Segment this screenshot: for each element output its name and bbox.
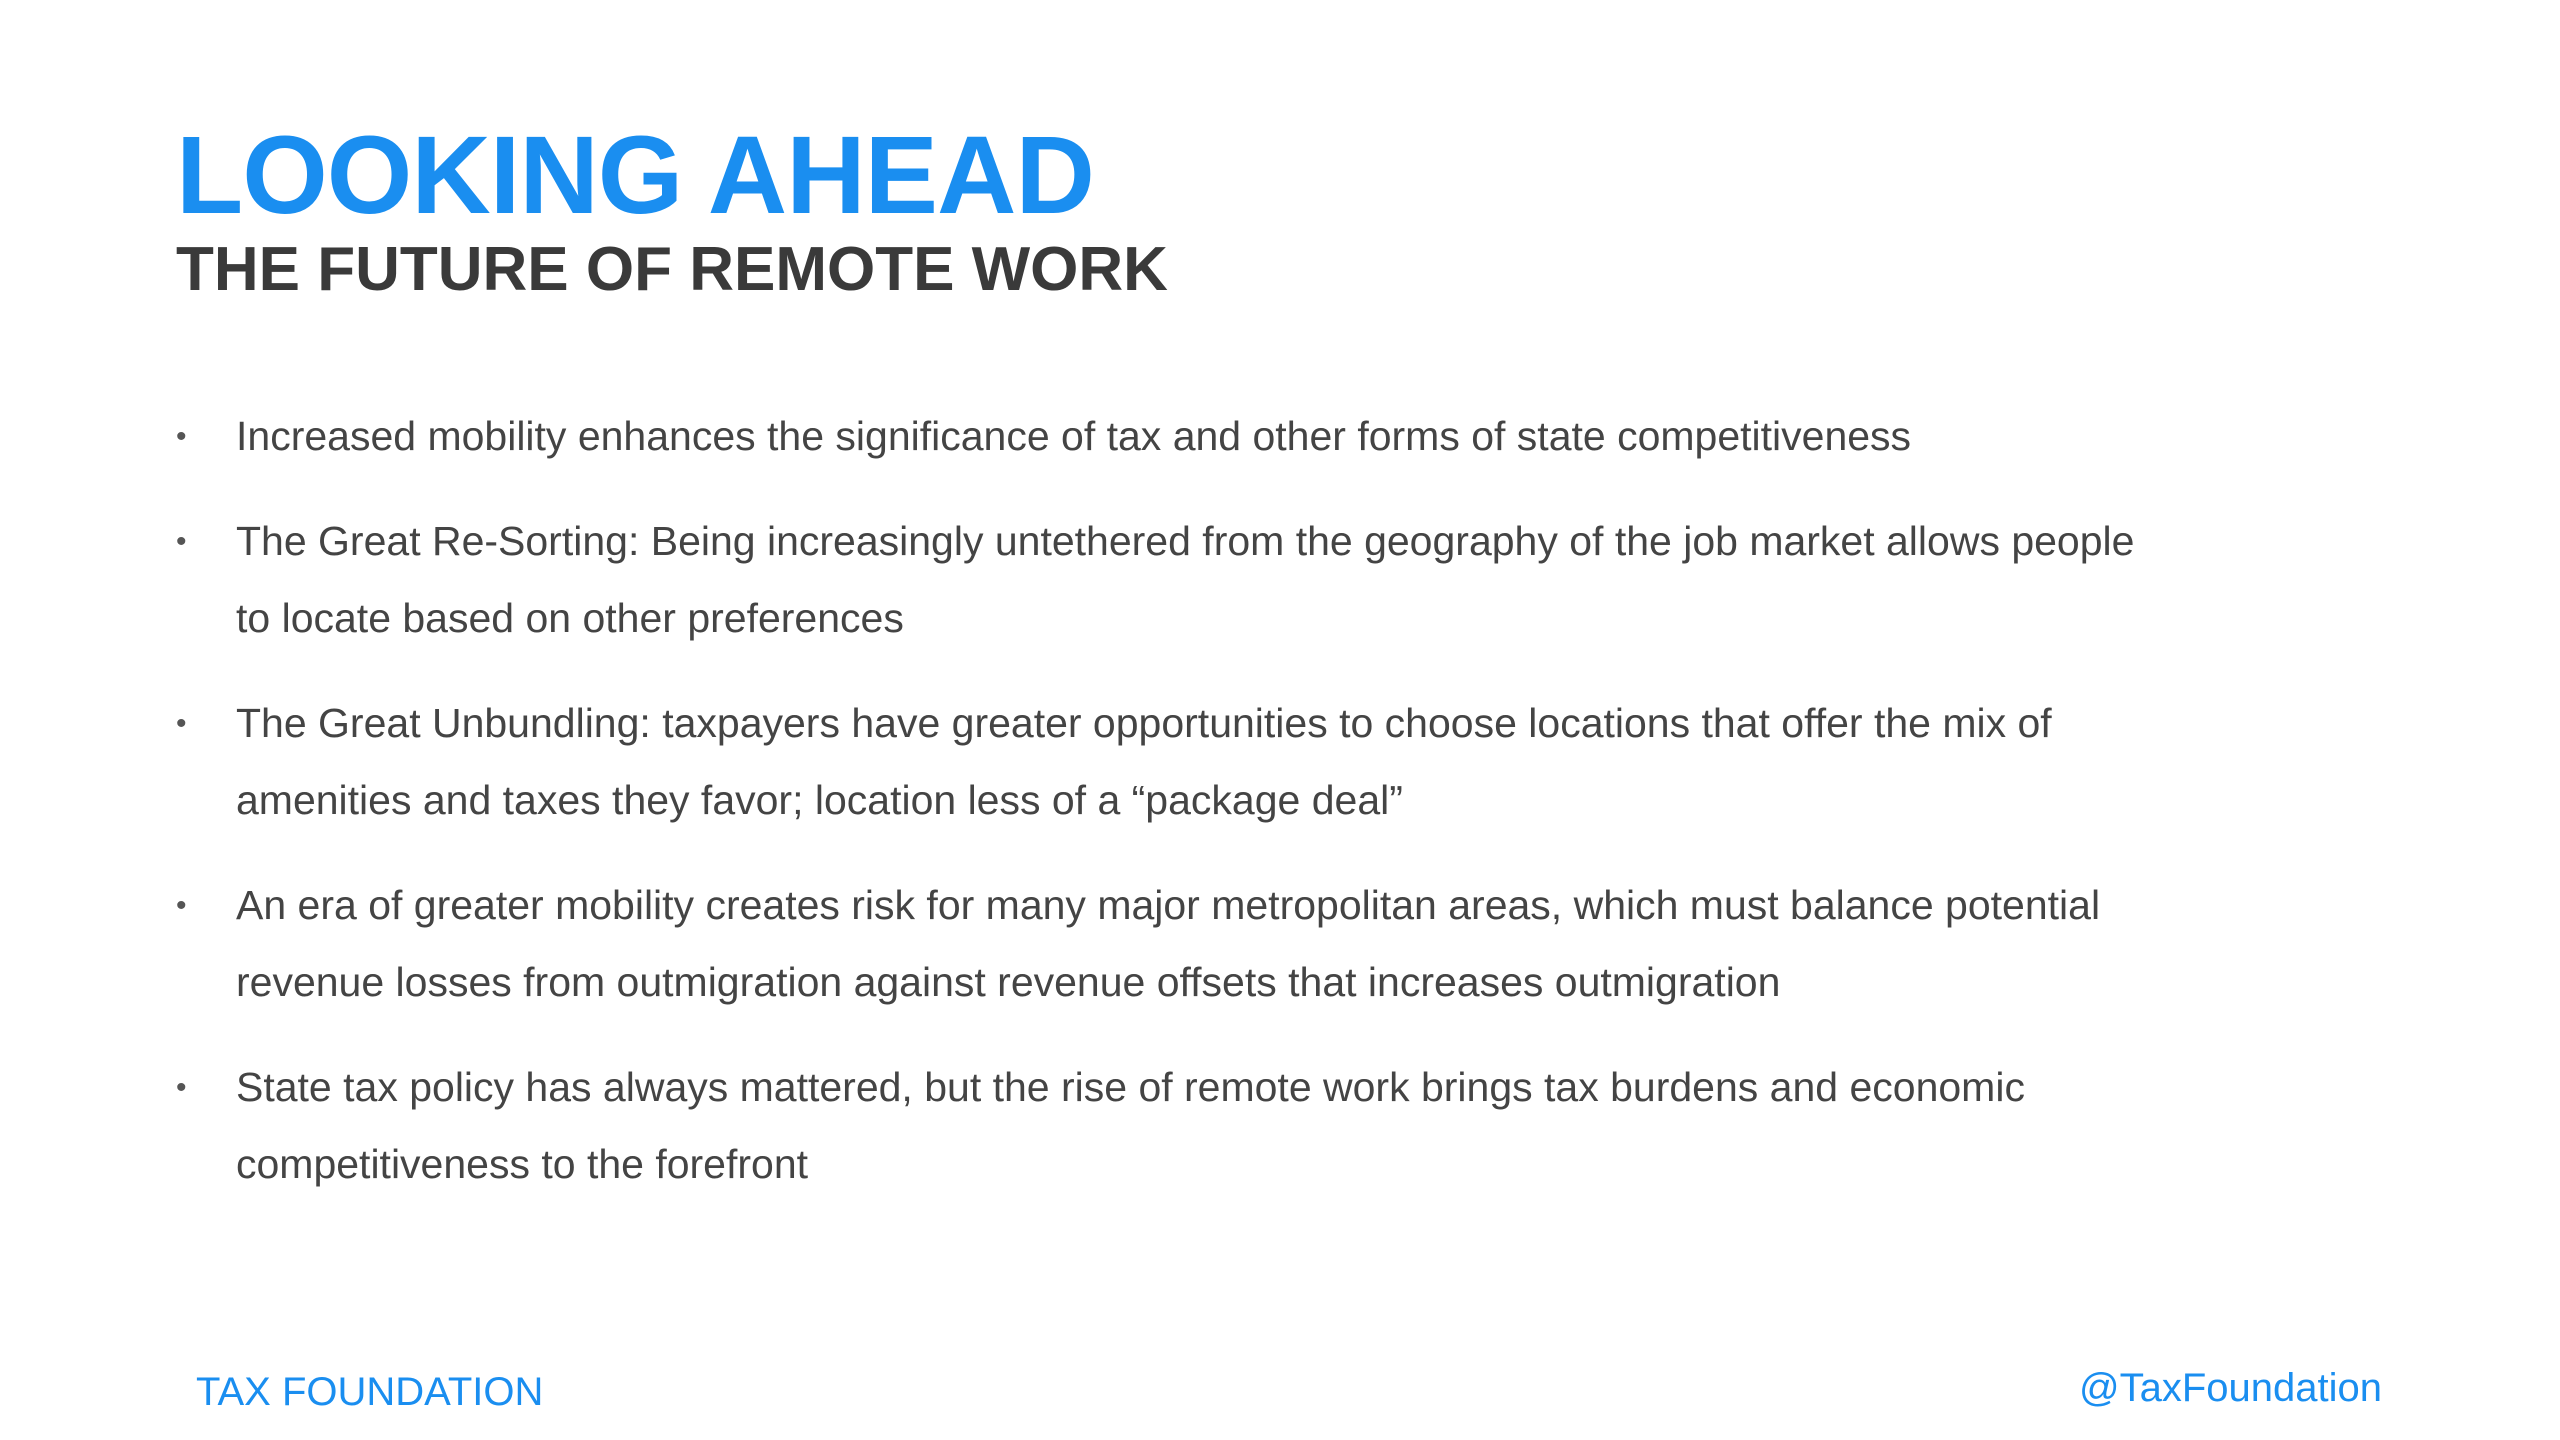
bullet-list <box>176 398 2176 1231</box>
bullet-marker: • <box>176 889 187 922</box>
bullet-text: The Great Re-Sorting: Being increasingly untethered from the geography of the job market allows people to locate based on other preferences <box>236 518 2135 641</box>
bullet-item <box>176 398 2176 475</box>
bullet-text: Increased mobility enhances the significance of tax and other forms of state competitiveness <box>236 413 1912 459</box>
bullet-marker: • <box>176 420 187 453</box>
slide-title: LOOKING AHEAD <box>176 114 1094 237</box>
bullet-item <box>176 503 2176 657</box>
bullet-text: The Great Unbundling: taxpayers have greater opportunities to choose locations that offer the mix of amenities and taxes they favor; location less of a “package deal” <box>236 700 2052 823</box>
bullet-marker: • <box>176 1071 187 1104</box>
bullet-marker: • <box>176 525 187 558</box>
footer-brand: TAX FOUNDATION <box>196 1370 544 1414</box>
footer-handle: @TaxFoundation <box>2078 1366 2382 1410</box>
bullet-text: State tax policy has always mattered, but the rise of remote work brings tax burdens and economic competitiveness to the forefront <box>236 1064 2025 1187</box>
bullet-marker: • <box>176 707 187 740</box>
bullet-item <box>176 867 2176 1021</box>
slide-subtitle: THE FUTURE OF REMOTE WORK <box>176 235 1168 304</box>
bullet-text: An era of greater mobility creates risk for many major metropolitan areas, which must balance potential revenue losses from outmigration against revenue offsets that increases outmigration <box>236 882 2101 1005</box>
bullet-item <box>176 1049 2176 1203</box>
bullet-item <box>176 685 2176 839</box>
